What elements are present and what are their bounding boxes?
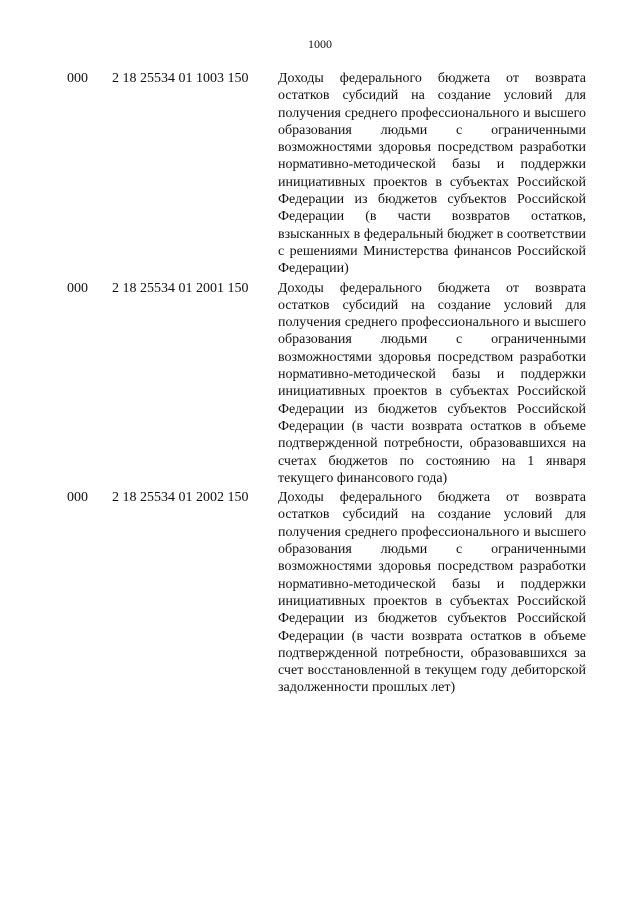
- administrator-code: 000: [67, 71, 88, 86]
- table-row: [0, 280, 640, 490]
- budget-classification-code: 2 18 25534 01 2002 150: [112, 490, 249, 506]
- income-description: Доходы федерального бюджета от возврата остатков субсидий на создание условий для получения среднего профессионального и высшего образования людьми с ограниченными возможностями здоровья посредством разработки нормативно-методической базы и поддержки инициативных проектов в субъектах Российской Федерации из бюджетов субъектов Российской Федерации (в части возврата остатков в объеме подтвержденной потребности, образовавшихся за счет восстановленной в текущем году дебиторской задолженности прошлых лет): [278, 490, 586, 696]
- budget-code-table: [0, 70, 640, 699]
- page-number: 1000: [308, 37, 332, 51]
- budget-classification-code: 2 18 25534 01 1003 150: [112, 71, 249, 86]
- income-description: Доходы федерального бюджета от возврата остатков субсидий на создание условий для получения среднего профессионального и высшего образования людьми с ограниченными возможностями здоровья посредством разработки нормативно-методической базы и поддержки инициативных проектов в субъектах Российской Федерации из бюджетов субъектов Российской Федерации (в части возврата остатков в объеме подтвержденной потребности, образовавшихся на счетах бюджетов по состоянию на 1 января текущего финансового года): [278, 280, 586, 486]
- administrator-code: 000: [67, 490, 88, 506]
- table-row: [0, 70, 640, 280]
- budget-classification-code: 2 18 25534 01 2001 150: [112, 280, 249, 296]
- table-row: [0, 489, 640, 699]
- income-description: Доходы федерального бюджета от возврата остатков субсидий на создание условий для получения среднего профессионального и высшего образования людьми с ограниченными возможностями здоровья посредством разработки нормативно-методической базы и поддержки инициативных проектов в субъектах Российской Федерации из бюджетов субъектов Российской Федерации (в части возвратов остатков, взысканных в федеральный бюджет в соответствии с решениями Министерства финансов Российской Федерации): [278, 71, 586, 277]
- administrator-code: 000: [67, 280, 88, 296]
